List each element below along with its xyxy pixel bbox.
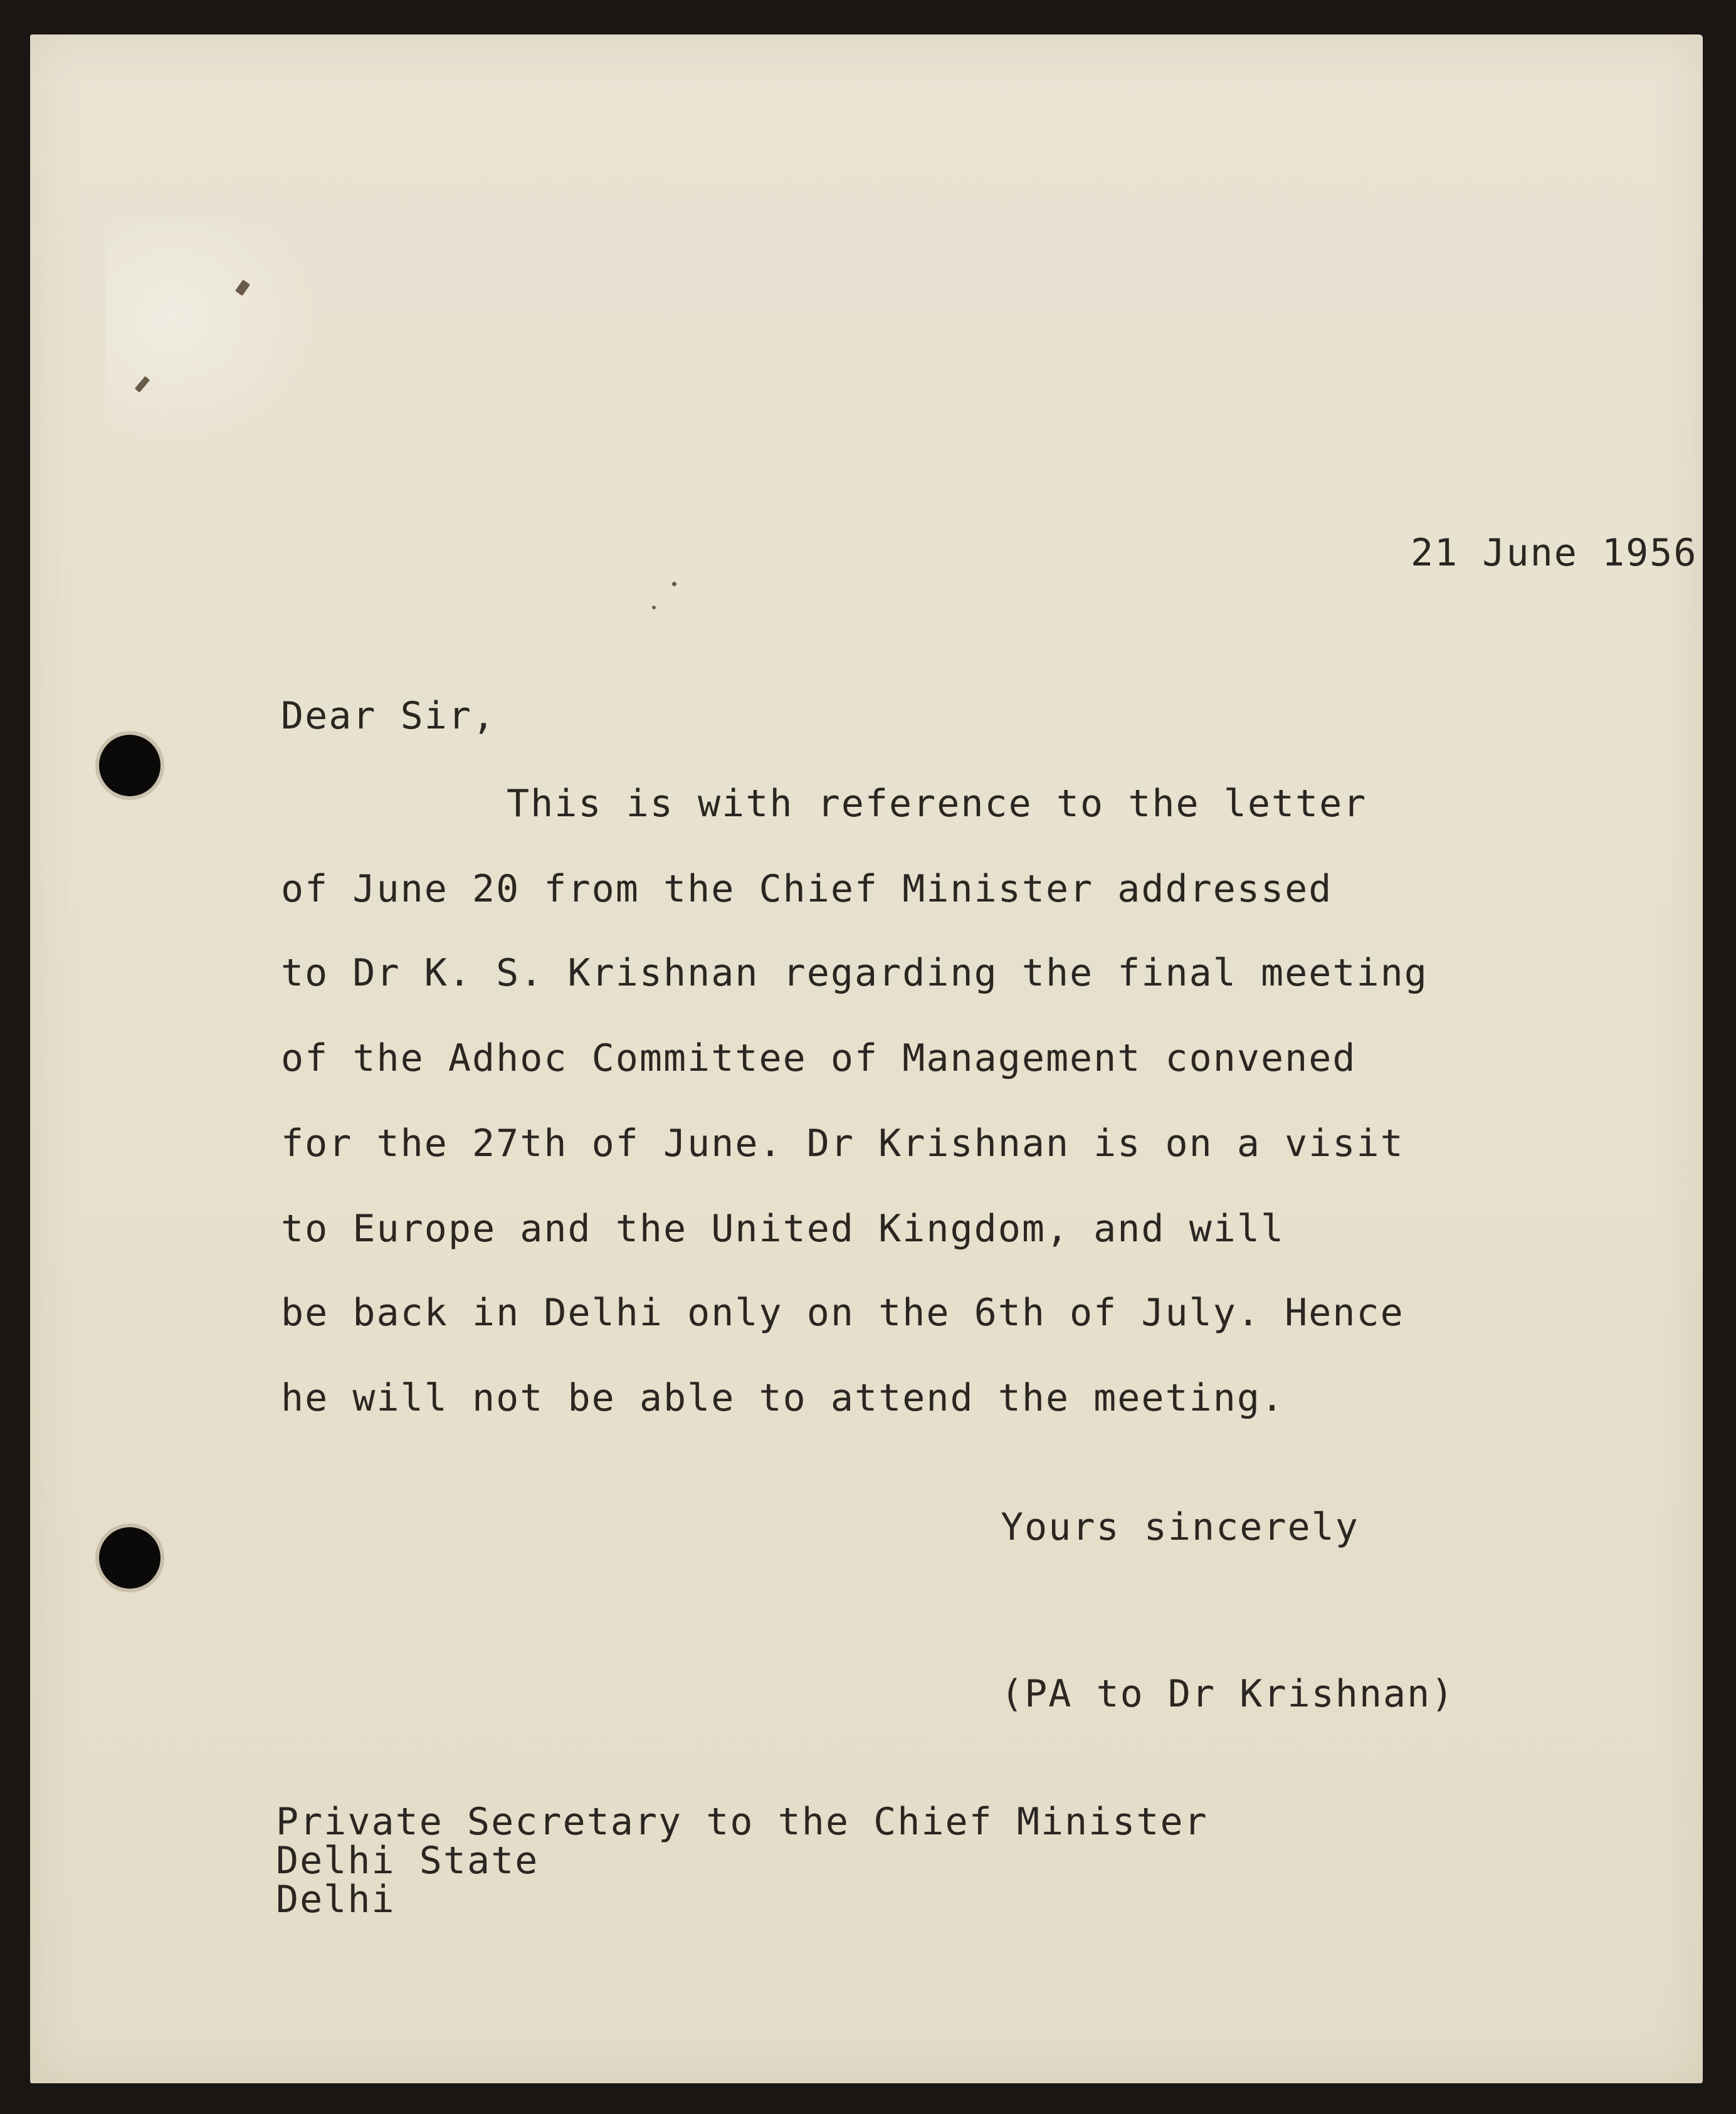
punch-hole-top [99, 735, 160, 796]
letter-body-line: for the 27th of June. Dr Krishnan is on a visit [281, 1122, 1404, 1165]
paper-speck [672, 582, 676, 586]
letter-body-line: to Europe and the United Kingdom, and will [281, 1207, 1285, 1251]
letter-body-line: be back in Delhi only on the 6th of July. Hence [281, 1291, 1404, 1335]
recipient-line-2: Delhi State [276, 1839, 539, 1883]
recipient-line-3: Delhi [276, 1878, 396, 1922]
letter-signatory: (PA to Dr Krishnan) [1001, 1672, 1455, 1716]
letter-body-line: he will not be able to attend the meeting. [281, 1376, 1285, 1420]
letter-salutation: Dear Sir, [281, 694, 497, 738]
punch-hole-bottom [99, 1527, 160, 1589]
letter-body-line: This is with reference to the letter [507, 782, 1367, 826]
paper-crease [105, 223, 331, 461]
letter-body-line: of the Adhoc Committee of Management convened [281, 1036, 1357, 1080]
letter-body-line: of June 20 from the Chief Minister addressed [281, 867, 1333, 911]
letter-closing: Yours sincerely [1001, 1505, 1359, 1549]
recipient-line-1: Private Secretary to the Chief Minister [276, 1800, 1208, 1844]
paper-speck [652, 606, 656, 609]
letter-date: 21 June 1956 [1411, 531, 1698, 575]
letter-body-line: to Dr K. S. Krishnan regarding the final meeting [281, 951, 1428, 995]
